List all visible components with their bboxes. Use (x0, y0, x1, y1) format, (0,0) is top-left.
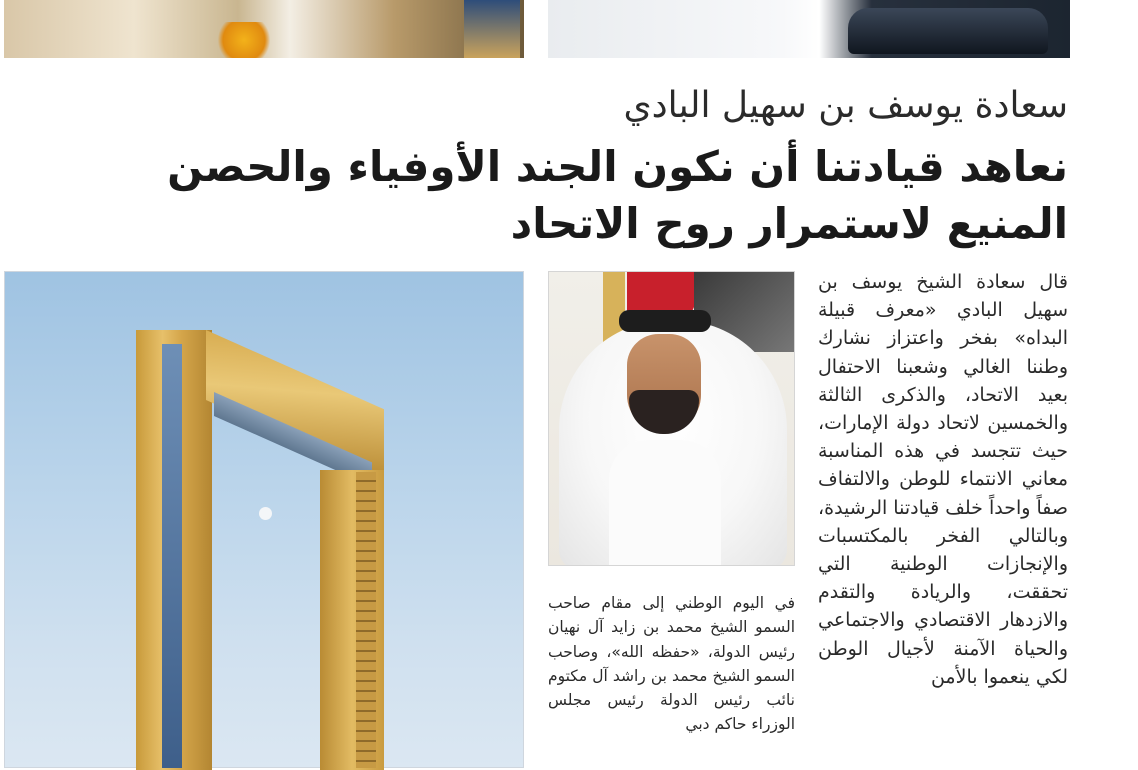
embroidered-detail (464, 0, 520, 58)
moon (259, 507, 272, 520)
frame-glass-strip (162, 344, 182, 768)
frame-right-edge (356, 472, 376, 768)
kandura (609, 440, 721, 566)
top-right-photo (548, 0, 1070, 58)
article-column-middle (548, 591, 795, 737)
portrait-photo (548, 271, 795, 566)
article-headline: نعاهد قيادتنا أن نكون الجند الأوفياء والحصن المنيع لاستمرار روح الاتحاد (167, 142, 1068, 248)
flame-detail (214, 22, 274, 58)
car-detail (848, 8, 1048, 54)
column-right-text: قال سعادة الشيخ يوسف بن سهيل البادي «معرف قبيلة البداه» بفخر واعتزاز نشارك وطننا الغالي وشعبنا الاحتفال بعيد الاتحاد، والذكرى الثالثة والخمسين لاتحاد دولة الإمارات، حيث تتجسد في هذه المناسبة معاني الانتماء للوطن والالتفاف صفاً واحداً خلف قيادتنا الرشيدة، وبالتالي الفخر بالمكتسبات والإنجازات الوطنية التي تحققت، والريادة والتقدم والازدهار الاقتصادي والاجتماعي والحياة الآمنة لأجيال الوطن لكي ينعموا بالأمن (818, 271, 1068, 688)
column-middle-text: في اليوم الوطني إلى مقام صاحب السمو الشيخ محمد بن زايد آل نهيان رئيس الدولة، «حفظه الله»، وصاحب السمو الشيخ محمد بن راشد آل مكتوم نائب رئيس الدولة رئيس مجلس الوزراء حاكم دبي (548, 594, 795, 734)
top-left-photo (4, 0, 524, 58)
agal (619, 310, 711, 332)
article-subtitle: سعادة يوسف بن سهيل البادي (623, 85, 1068, 126)
article-column-right (818, 268, 1068, 691)
